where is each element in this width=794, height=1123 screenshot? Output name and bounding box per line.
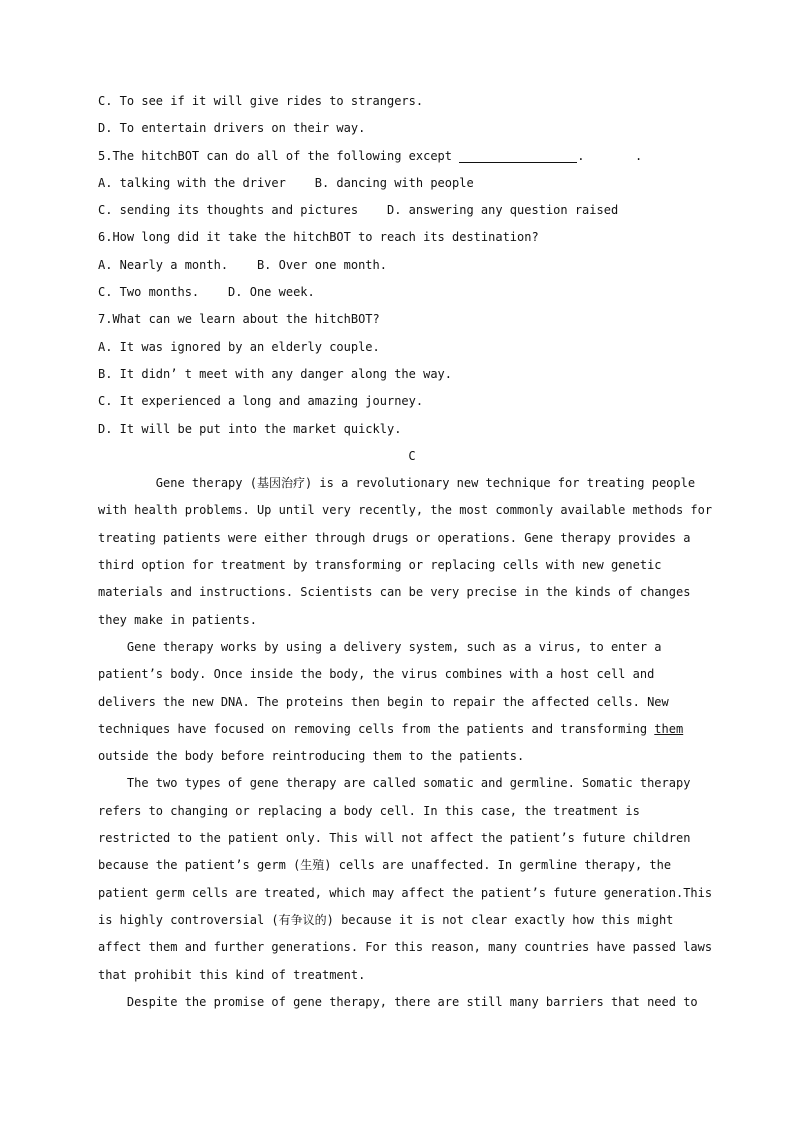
q7-option-a: A. It was ignored by an elderly couple. <box>98 339 380 354</box>
passage-line <box>98 716 698 743</box>
answer-blank <box>459 148 577 163</box>
passage-line: materials and instructions. Scientists can be very precise in the kinds of changes <box>98 585 691 600</box>
q5-stem-end: . . <box>577 148 643 163</box>
passage-line: affect them and further generations. For this reason, many countries have passed laws <box>98 940 713 955</box>
q6-stem: 6.How long did it take the hitchBOT to reach its destination? <box>98 230 539 245</box>
q5-options-cd: C. sending its thoughts and pictures D. answering any question raised <box>98 203 619 218</box>
passage-line: The two types of gene therapy are called somatic and germline. Somatic therapy <box>98 776 691 791</box>
passage-line: delivers the new DNA. The proteins then begin to repair the affected cells. New <box>98 694 669 709</box>
passage-line: Gene therapy works by using a delivery system, such as a virus, to enter a <box>98 639 662 654</box>
passage-paragraph-4 <box>98 989 698 1016</box>
underlined-word: them <box>654 721 684 736</box>
q5-stem <box>98 143 698 170</box>
document-page <box>98 88 713 1016</box>
passage-paragraph-2 <box>98 634 698 770</box>
passage-line: restricted to the patient only. This will not affect the patient’s future children <box>98 831 691 846</box>
q4-option-d: D. To entertain drivers on their way. <box>98 121 366 136</box>
q6-options-ab: A. Nearly a month. B. Over one month. <box>98 257 387 272</box>
passage-line: patient germ cells are treated, which may affect the patient’s future generation.This <box>98 885 713 900</box>
q7-option-b: B. It didn’ t meet with any danger along the way. <box>98 366 453 381</box>
passage-line: that prohibit this kind of treatment. <box>98 967 366 982</box>
passage-line: third option for treatment by transforming or replacing cells with new genetic <box>98 558 662 573</box>
q7-option-d: D. It will be put into the market quickly. <box>98 421 402 436</box>
q4-option-c: C. To see if it will give rides to strangers. <box>98 94 424 108</box>
passage-line: Despite the promise of gene therapy, there are still many barriers that need to <box>98 994 698 1009</box>
q5-options-ab: A. talking with the driver B. dancing with people <box>98 175 474 190</box>
section-label: C <box>408 448 416 463</box>
passage-line: they make in patients. <box>98 612 257 627</box>
passage-line: patient’s body. Once inside the body, the virus combines with a host cell and <box>98 667 655 682</box>
passage-text: techniques have focused on removing cells from the patients and transforming <box>98 721 655 736</box>
q7-stem: 7.What can we learn about the hitchBOT? <box>98 312 380 327</box>
passage-line: is highly controversial (有争议的) because it is not clear exactly how this might <box>98 912 674 927</box>
passage-line: because the patient’s germ (生殖) cells are unaffected. In germline therapy, the <box>98 858 672 873</box>
passage-line: treating patients were either through drugs or operations. Gene therapy provides a <box>98 530 691 545</box>
q5-stem-text: 5.The hitchBOT can do all of the following except <box>98 148 460 163</box>
passage-line: outside the body before reintroducing them to the patients. <box>98 749 525 764</box>
passage-line: refers to changing or replacing a body cell. In this case, the treatment is <box>98 803 640 818</box>
q6-options-cd: C. Two months. D. One week. <box>98 285 315 300</box>
passage-line: with health problems. Up until very recently, the most commonly available methods for <box>98 503 713 518</box>
passage-line: Gene therapy (基因治疗) is a revolutionary new technique for treating people <box>98 476 696 491</box>
passage-paragraph-1 <box>98 470 713 634</box>
q7-option-c: C. It experienced a long and amazing journey. <box>98 394 424 409</box>
passage-paragraph-3 <box>98 770 713 988</box>
